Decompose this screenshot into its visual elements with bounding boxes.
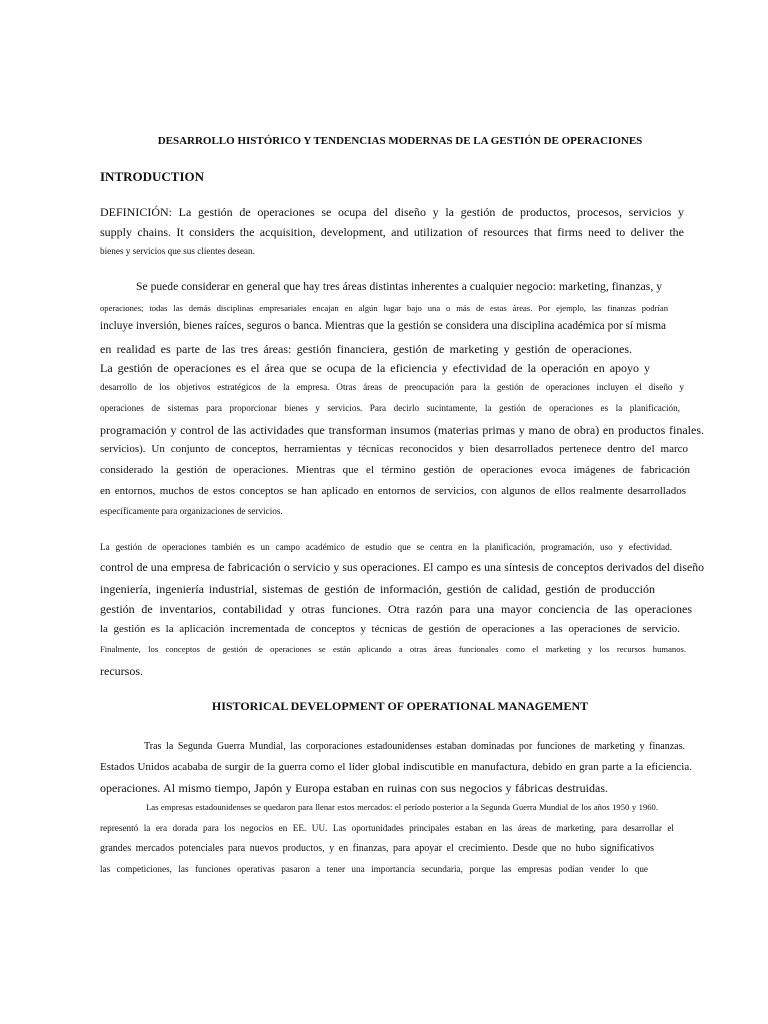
paragraph-line: gestión de inventarios, contabilidad y otras funciones. Otra razón para una mayor conciencia de las operaciones [100,602,692,616]
paragraph-line: operaciones de sistemas para proporcionar bienes y servicios. Para decirlo sucintamente, la gestión de operaciones es la planificación, [100,403,680,413]
paragraph-line: representó la era dorada para los negocios en EE. UU. Las oportunidades principales estaban en las áreas de marketing, para desarrollar el [100,823,674,833]
paragraph-line: operaciones. Al mismo tiempo, Japón y Europa estaban en ruinas con sus negocios y fábricas destruidas. [100,781,608,795]
paragraph-line: en entornos, muchos de estos conceptos se han aplicado en entornos de servicios, con algunos de ellos realmente desarrollados [100,485,686,497]
definition-line: DEFINICIÓN: La gestión de operaciones se ocupa del diseño y la gestión de productos, procesos, servicios y [100,205,684,219]
paragraph-line: servicios). Un conjunto de conceptos, herramientas y técnicas reconocidos y bien desarrollados pertenece dentro del marco [100,443,688,455]
paragraph-line: Tras la Segunda Guerra Mundial, las corporaciones estadounidenses estaban dominadas por funciones de marketing y finanzas. [144,741,685,752]
paragraph-line: recursos. [100,664,143,678]
paragraph-line: las competiciones, las funciones operativas pasaron a tener una importancia secundaria, porque las empresas podían vender lo que [100,864,648,874]
paragraph-line: Estados Unidos acababa de surgir de la guerra como el líder global indiscutible en manufactura, debido en gran parte a la eficiencia. [100,761,692,773]
paragraph-line: considerado la gestión de operaciones. Mientras que el término gestión de operaciones evoca imágenes de fabricación [100,464,690,476]
paragraph-line: control de una empresa de fabricación o servicio y sus operaciones. El campo es una síntesis de conceptos derivados del diseño [100,560,704,574]
paragraph-line: programación y control de las actividades que transforman insumos (materias primas y mano de obra) en productos finales. [100,423,704,437]
document-title: DESARROLLO HISTÓRICO Y TENDENCIAS MODERNAS DE LA GESTIÓN DE OPERACIONES [157,135,643,147]
paragraph-line: en realidad es parte de las tres áreas: gestión financiera, gestión de marketing y gestión de operaciones. [100,342,632,356]
paragraph-line: específicamente para organizaciones de servicios. [100,506,283,516]
paragraph-line: Se puede considerar en general que hay tres áreas distintas inherentes a cualquier negocio: marketing, finanzas, y [136,280,662,293]
paragraph-line: operaciones; todas las demás disciplinas empresariales encajan en algún lugar bajo una o más de estas áreas. Por ejemplo, las finanzas podrían [100,303,668,313]
paragraph-line: Finalmente, los conceptos de gestión de operaciones se están aplicando a otras áreas funcionales como el marketing y los recursos humanos. [100,644,686,654]
definition-line: supply chains. It considers the acquisition, development, and utilization of resources that firms need to deliver the [100,225,684,239]
paragraph-line: la gestión es la aplicación incrementada de conceptos y técnicas de gestión de operaciones a las operaciones de servicio. [100,623,680,635]
paragraph-line: grandes mercados potenciales para nuevos productos, y en finanzas, para apoyar el crecimiento. Desde que no hubo significativos [100,843,654,854]
paragraph-line: Las empresas estadounidenses se quedaron para llenar estos mercados: el período posterior a la Segunda Guerra Mundial de los años 1950 y 1960. [146,802,658,812]
intro-heading: INTRODUCTION [100,169,205,184]
definition-line: bienes y servicios que sus clientes desean. [100,246,255,256]
paragraph-line: La gestión de operaciones también es un campo académico de estudio que se centra en la planificación, programación, uso y efectividad. [100,542,672,552]
paragraph-line: desarrollo de los objetivos estratégicos de la empresa. Otras áreas de preocupación para la gestión de operaciones incluyen el diseño y [100,382,684,392]
paragraph-line: incluye inversión, bienes raíces, seguros o banca. Mientras que la gestión se considera una disciplina académica por sí misma [100,320,666,332]
history-heading: HISTORICAL DEVELOPMENT OF OPERATIONAL MANAGEMENT [211,699,589,713]
paragraph-line: La gestión de operaciones es el área que se ocupa de la eficiencia y efectividad de la operación en apoyo y [100,361,650,375]
paragraph-line: ingeniería, ingeniería industrial, sistemas de gestión de información, gestión de calidad, gestión de producción [100,582,655,596]
